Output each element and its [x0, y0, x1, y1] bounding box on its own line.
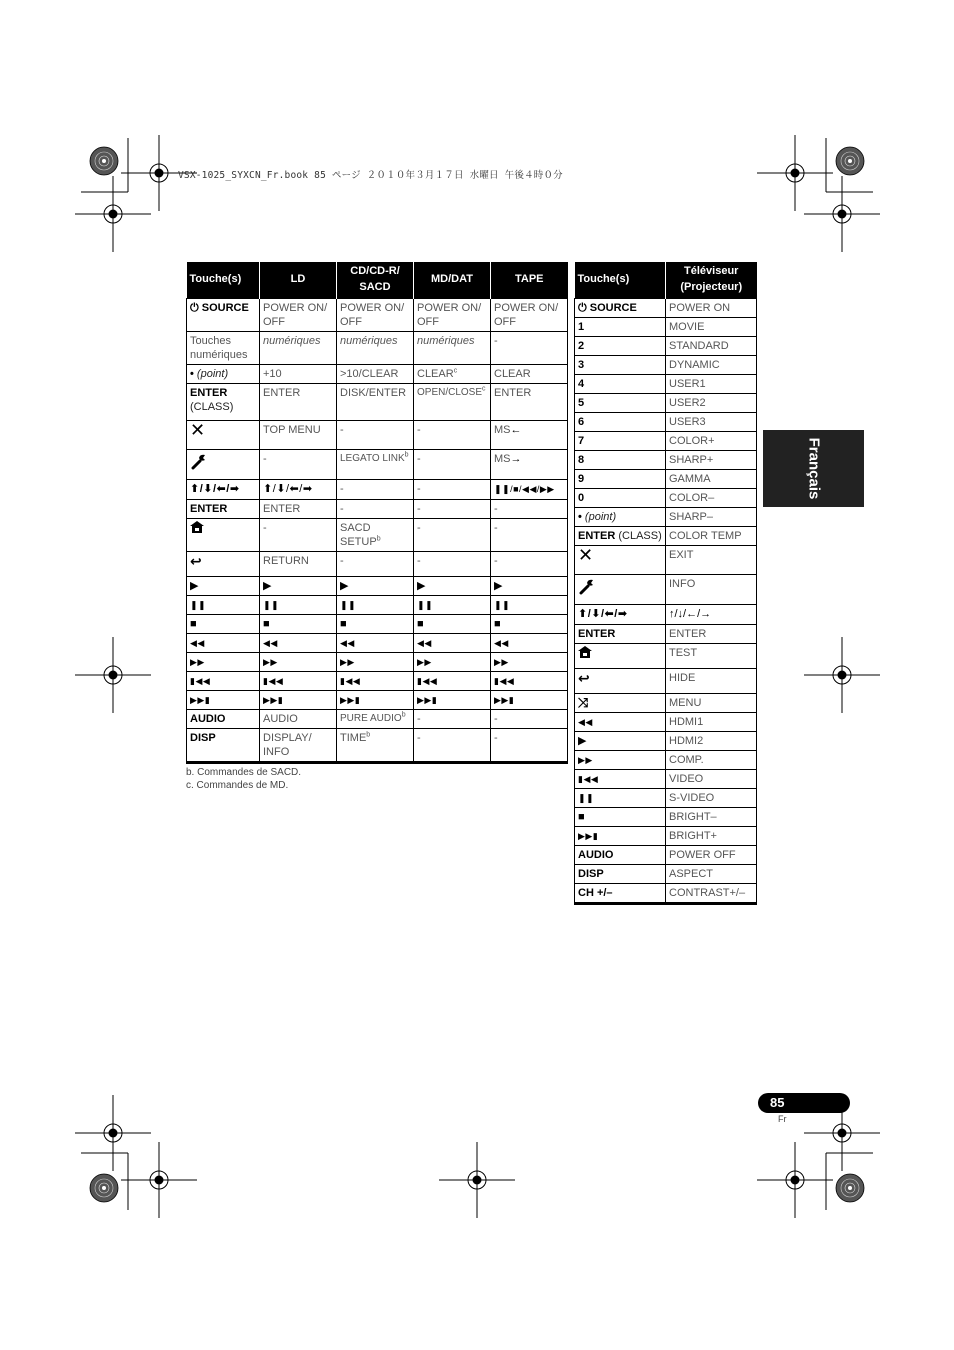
- tape-cell: -: [491, 709, 568, 728]
- page-number-badge: [758, 1093, 850, 1113]
- header-keys: Touche(s): [187, 262, 260, 298]
- md-cell: -: [414, 449, 491, 479]
- value-cell: TEST: [666, 643, 757, 668]
- key-cell: [187, 633, 260, 652]
- tape-cell: -: [491, 499, 568, 518]
- tape-cell: -: [491, 728, 568, 762]
- key-cell: [575, 574, 666, 604]
- table-row: [187, 298, 568, 331]
- table-row: [575, 883, 757, 903]
- stop-icon: ■: [263, 617, 271, 630]
- value-cell: MENU: [666, 693, 757, 712]
- pause-icon: ❚❚: [494, 599, 511, 610]
- header-ld: LD: [260, 262, 337, 298]
- key-cell: • (point): [575, 507, 666, 526]
- cd-cell: numériques: [337, 331, 414, 364]
- tape-cell: [491, 671, 568, 690]
- value-cell: SHARP+: [666, 450, 757, 469]
- table-row: [187, 652, 568, 671]
- play-icon: ▶: [340, 579, 349, 592]
- key-cell: CH +/–: [575, 883, 666, 903]
- key-cell: [187, 420, 260, 449]
- key-cell: AUDIO: [575, 845, 666, 864]
- md-cell: [414, 633, 491, 652]
- table-row: [575, 826, 757, 845]
- language-label: Français: [804, 437, 822, 500]
- fast-forward-icon: ▶▶: [578, 754, 593, 765]
- cd-cell: -: [337, 479, 414, 499]
- table-row: [187, 449, 568, 479]
- table-row: [575, 788, 757, 807]
- table-row: [575, 545, 757, 574]
- table-row: [575, 604, 757, 624]
- ld-cell: AUDIO: [260, 709, 337, 728]
- value-cell: INFO: [666, 574, 757, 604]
- ld-cell: [260, 652, 337, 671]
- arrow-left-icon: ←: [510, 423, 522, 436]
- key-cell: [187, 479, 260, 499]
- table-row: [575, 507, 757, 526]
- table-row: [575, 336, 757, 355]
- ld-cell: -: [260, 449, 337, 479]
- skip-forward-icon: ▶▶▮: [578, 830, 599, 841]
- table-row: [187, 671, 568, 690]
- key-cell: 1: [575, 317, 666, 336]
- value-cell: HIDE: [666, 668, 757, 693]
- cd-cell: [337, 671, 414, 690]
- value-cell: ENTER: [666, 624, 757, 643]
- key-cell: [575, 788, 666, 807]
- rewind-icon: ◀◀: [340, 637, 355, 648]
- skip-back-icon: ▮◀◀: [340, 675, 361, 686]
- table-row: [575, 488, 757, 507]
- fast-forward-icon: ▶▶: [263, 656, 278, 667]
- arrow-right-icon: →: [510, 452, 522, 465]
- table-row: [187, 595, 568, 614]
- key-cell: AUDIO: [187, 709, 260, 728]
- shuffle-icon: ⤨: [578, 694, 589, 710]
- fast-forward-icon: ▶▶: [417, 656, 432, 667]
- table-row: [187, 614, 568, 633]
- cd-cell: TIME$^b$: [337, 728, 414, 762]
- md-cell: POWER ON/ OFF: [414, 298, 491, 331]
- pause-icon: ❚❚: [417, 599, 434, 610]
- skip-forward-icon: ▶▶▮: [263, 694, 284, 705]
- value-cell: BRIGHT+: [666, 826, 757, 845]
- skip-forward-icon: ▶▶▮: [494, 694, 515, 705]
- value-cell: ↑/↓/←/→: [666, 604, 757, 624]
- play-icon: ▶: [578, 734, 587, 747]
- table-row: [575, 624, 757, 643]
- value-cell: HDMI2: [666, 731, 757, 750]
- value-cell: BRIGHT–: [666, 807, 757, 826]
- cd-cell: >10/CLEAR: [337, 364, 414, 383]
- md-cell: [414, 576, 491, 595]
- cd-cell: [337, 652, 414, 671]
- cd-cell: PURE AUDIO$^b$: [337, 709, 414, 728]
- key-cell: 9: [575, 469, 666, 488]
- pause-icon: ❚❚: [190, 599, 207, 610]
- ld-cell: ENTER: [260, 499, 337, 518]
- rewind-icon: ◀◀: [190, 637, 205, 648]
- ld-cell: [260, 690, 337, 709]
- skip-forward-icon: ▶▶▮: [340, 694, 361, 705]
- fast-forward-icon: ▶▶: [494, 656, 509, 667]
- md-cell: [414, 690, 491, 709]
- key-cell: 8: [575, 450, 666, 469]
- md-cell: -: [414, 518, 491, 551]
- power-icon: ⏻: [578, 301, 587, 314]
- rewind-icon: ◀◀: [494, 637, 509, 648]
- header-cd: CD/CD-R/ SACD: [337, 262, 414, 298]
- cd-cell: LEGATO LINK$^b$: [337, 449, 414, 479]
- tape-cell: [491, 595, 568, 614]
- value-cell: COMP.: [666, 750, 757, 769]
- pause-icon: ❚❚: [578, 792, 595, 803]
- stop-icon: ■: [190, 617, 198, 630]
- value-cell: S-VIDEO: [666, 788, 757, 807]
- key-cell: [575, 769, 666, 788]
- value-cell: POWER OFF: [666, 845, 757, 864]
- ld-cell: ENTER: [260, 383, 337, 420]
- key-cell: 2: [575, 336, 666, 355]
- value-cell: STANDARD: [666, 336, 757, 355]
- tape-cell: [491, 479, 568, 499]
- key-cell: DISP: [575, 864, 666, 883]
- key-cell: [575, 643, 666, 668]
- table-row: [575, 393, 757, 412]
- ld-cell: TOP MENU: [260, 420, 337, 449]
- key-cell: Touches numériques: [187, 331, 260, 364]
- cross-icon: ✕: [190, 420, 206, 440]
- key-cell: 3: [575, 355, 666, 374]
- table-row: [187, 383, 568, 420]
- value-cell: DYNAMIC: [666, 355, 757, 374]
- header-keys: Touche(s): [575, 262, 666, 298]
- value-cell: COLOR+: [666, 431, 757, 450]
- table-row: [187, 420, 568, 449]
- md-cell: -: [414, 551, 491, 576]
- table-row: [187, 576, 568, 595]
- fast-forward-icon: ▶▶: [190, 656, 205, 667]
- table-header-row: [575, 262, 757, 298]
- home-menu-icon: [578, 646, 592, 658]
- ld-cell: RETURN: [260, 551, 337, 576]
- table-row: [575, 712, 757, 731]
- key-cell: ENTER (CLASS): [187, 383, 260, 420]
- md-cell: -: [414, 499, 491, 518]
- key-cell: DISP: [187, 728, 260, 762]
- file-info-header: VSX-1025_SYXCN_Fr.book 85 ページ ２０１０年３月１７日 水曜日 午後４時０分: [178, 170, 563, 181]
- cd-cell: [337, 690, 414, 709]
- table-row: [575, 731, 757, 750]
- key-cell: 5: [575, 393, 666, 412]
- md-cell: -: [414, 728, 491, 762]
- ld-cell: DISPLAY/ INFO: [260, 728, 337, 762]
- md-cell: [414, 595, 491, 614]
- table-row: [187, 518, 568, 551]
- ld-cell: [260, 576, 337, 595]
- tape-cell: MS→: [491, 449, 568, 479]
- skip-forward-icon: ▶▶▮: [417, 694, 438, 705]
- home-menu-icon: [190, 521, 204, 533]
- table-row: [187, 479, 568, 499]
- arrow-keys-icon: ⬆/⬇/⬅/➡: [578, 607, 628, 620]
- value-cell: COLOR–: [666, 488, 757, 507]
- table-row: [575, 526, 757, 545]
- value-cell: COLOR TEMP: [666, 526, 757, 545]
- remote-codes-table-tv-projector: [574, 262, 757, 905]
- md-cell: -: [414, 420, 491, 449]
- key-cell: [187, 576, 260, 595]
- ld-cell: [260, 633, 337, 652]
- key-cell: [187, 551, 260, 576]
- value-cell: POWER ON: [666, 298, 757, 317]
- table-row: [575, 450, 757, 469]
- key-cell: [187, 614, 260, 633]
- key-cell: [187, 595, 260, 614]
- table-row: [187, 499, 568, 518]
- remote-codes-table-ld-cd-md-tape: [186, 262, 568, 764]
- value-cell: CONTRAST+/–: [666, 883, 757, 903]
- power-icon: ⏻: [190, 301, 199, 314]
- value-cell: MOVIE: [666, 317, 757, 336]
- value-cell: HDMI1: [666, 712, 757, 731]
- table-row: [575, 317, 757, 336]
- key-cell: ENTER: [575, 624, 666, 643]
- wrench-icon: [578, 577, 596, 595]
- tape-cell: [491, 576, 568, 595]
- pause-icon: ❚❚: [340, 599, 357, 610]
- footnotes: [186, 766, 301, 792]
- key-cell: ⏻ SOURCE: [187, 298, 260, 331]
- table-row: [575, 769, 757, 788]
- key-cell: [187, 671, 260, 690]
- stop-icon: ■: [340, 617, 348, 630]
- key-cell: [575, 731, 666, 750]
- skip-back-icon: ▮◀◀: [417, 675, 438, 686]
- table-row: [575, 574, 757, 604]
- crop-marks-bottom: [75, 1095, 880, 1218]
- table-row: [575, 807, 757, 826]
- md-cell: -: [414, 479, 491, 499]
- page-number: 85: [770, 1095, 785, 1110]
- value-cell: USER3: [666, 412, 757, 431]
- key-cell: [575, 750, 666, 769]
- table-row: [575, 693, 757, 712]
- cd-cell: -: [337, 420, 414, 449]
- ld-cell: [260, 671, 337, 690]
- key-cell: [187, 652, 260, 671]
- key-cell: [575, 807, 666, 826]
- language-side-tab: [763, 430, 864, 507]
- table-row: [187, 728, 568, 762]
- table-row: [187, 633, 568, 652]
- cross-icon: ✕: [578, 545, 594, 565]
- ld-cell: +10: [260, 364, 337, 383]
- ld-cell: [260, 595, 337, 614]
- table-row: [187, 709, 568, 728]
- md-cell: [414, 652, 491, 671]
- key-cell: 6: [575, 412, 666, 431]
- md-cell: OPEN/CLOSE$^c$: [414, 383, 491, 420]
- cd-cell: SACD SETUP$^b$: [337, 518, 414, 551]
- key-cell: [575, 826, 666, 845]
- key-cell: [575, 668, 666, 693]
- fast-forward-icon: ▶▶: [340, 656, 355, 667]
- stop-icon: ■: [417, 617, 425, 630]
- play-icon: ▶: [494, 579, 503, 592]
- ld-cell: [260, 479, 337, 499]
- play-icon: ▶: [417, 579, 426, 592]
- tape-cell: [491, 652, 568, 671]
- stop-icon: ■: [578, 810, 586, 823]
- key-cell: [575, 545, 666, 574]
- tape-cell: [491, 690, 568, 709]
- md-cell: CLEAR$^c$: [414, 364, 491, 383]
- md-cell: -: [414, 709, 491, 728]
- tape-cell: ENTER: [491, 383, 568, 420]
- skip-back-icon: ▮◀◀: [578, 773, 599, 784]
- ld-cell: [260, 614, 337, 633]
- table-row: [575, 845, 757, 864]
- key-cell: ENTER: [187, 499, 260, 518]
- ld-cell: numériques: [260, 331, 337, 364]
- stop-icon: ■: [494, 617, 502, 630]
- rewind-icon: ◀◀: [578, 716, 593, 727]
- pause-icon: ❚❚: [263, 599, 280, 610]
- tape-cell: -: [491, 518, 568, 551]
- value-cell: GAMMA: [666, 469, 757, 488]
- key-cell: [575, 712, 666, 731]
- table-row: [575, 864, 757, 883]
- skip-forward-icon: ▶▶▮: [190, 694, 211, 705]
- rewind-icon: ◀◀: [417, 637, 432, 648]
- table-row: [575, 469, 757, 488]
- value-cell: ASPECT: [666, 864, 757, 883]
- tape-cell: POWER ON/ OFF: [491, 298, 568, 331]
- table-row: [575, 355, 757, 374]
- footnote-c: c. Commandes de MD.: [186, 780, 289, 791]
- table-row: [187, 364, 568, 383]
- key-cell: [187, 449, 260, 479]
- cd-cell: POWER ON/ OFF: [337, 298, 414, 331]
- md-cell: numériques: [414, 331, 491, 364]
- key-cell: 7: [575, 431, 666, 450]
- tape-cell: CLEAR: [491, 364, 568, 383]
- tape-cell: -: [491, 331, 568, 364]
- header-tape: TAPE: [491, 262, 568, 298]
- key-cell: [187, 690, 260, 709]
- key-cell: [187, 518, 260, 551]
- key-cell: 4: [575, 374, 666, 393]
- tape-cell: [491, 614, 568, 633]
- key-cell: ⏻ SOURCE: [575, 298, 666, 317]
- table-row: [187, 551, 568, 576]
- play-icon: ▶: [190, 579, 199, 592]
- cd-cell: -: [337, 499, 414, 518]
- key-cell: 0: [575, 488, 666, 507]
- cd-cell: [337, 614, 414, 633]
- table-row: [187, 331, 568, 364]
- page-language-code: Fr: [778, 1114, 787, 1124]
- cd-cell: -: [337, 551, 414, 576]
- md-cell: [414, 614, 491, 633]
- wrench-icon: [190, 452, 208, 470]
- table-row: [575, 298, 757, 317]
- return-icon: ↩: [190, 552, 203, 569]
- ld-cell: POWER ON/ OFF: [260, 298, 337, 331]
- tape-cell: -: [491, 551, 568, 576]
- header-md-dat: MD/DAT: [414, 262, 491, 298]
- table-row: [575, 668, 757, 693]
- table-row: [575, 643, 757, 668]
- tape-cell: MS←: [491, 420, 568, 449]
- arrow-keys-icon: ⬆/⬇/⬅/➡: [190, 482, 240, 495]
- table-row: [187, 690, 568, 709]
- footnote-b: b. Commandes de SACD.: [186, 767, 302, 778]
- arrow-keys-icon: ⬆/⬇/⬅/➡: [263, 482, 313, 495]
- transport-icons: ❚❚/■/◀◀/▶▶: [494, 483, 555, 494]
- table-row: [575, 412, 757, 431]
- value-cell: EXIT: [666, 545, 757, 574]
- key-cell: [575, 693, 666, 712]
- table-row: [575, 431, 757, 450]
- md-cell: [414, 671, 491, 690]
- cd-cell: [337, 576, 414, 595]
- cd-cell: [337, 595, 414, 614]
- table-header-row: [187, 262, 568, 298]
- cd-cell: [337, 633, 414, 652]
- key-cell: [575, 604, 666, 624]
- header-tv-projector: Téléviseur (Projecteur): [666, 262, 757, 298]
- rewind-icon: ◀◀: [263, 637, 278, 648]
- key-cell: ENTER (CLASS): [575, 526, 666, 545]
- value-cell: USER1: [666, 374, 757, 393]
- skip-back-icon: ▮◀◀: [263, 675, 284, 686]
- key-cell: • (point): [187, 364, 260, 383]
- ld-cell: -: [260, 518, 337, 551]
- return-icon: ↩: [578, 669, 591, 686]
- value-cell: VIDEO: [666, 769, 757, 788]
- cd-cell: DISK/ENTER: [337, 383, 414, 420]
- value-cell: USER2: [666, 393, 757, 412]
- table-row: [575, 750, 757, 769]
- value-cell: SHARP–: [666, 507, 757, 526]
- play-icon: ▶: [263, 579, 272, 592]
- skip-back-icon: ▮◀◀: [190, 675, 211, 686]
- skip-back-icon: ▮◀◀: [494, 675, 515, 686]
- table-row: [575, 374, 757, 393]
- tape-cell: [491, 633, 568, 652]
- crop-marks-top: [75, 135, 880, 252]
